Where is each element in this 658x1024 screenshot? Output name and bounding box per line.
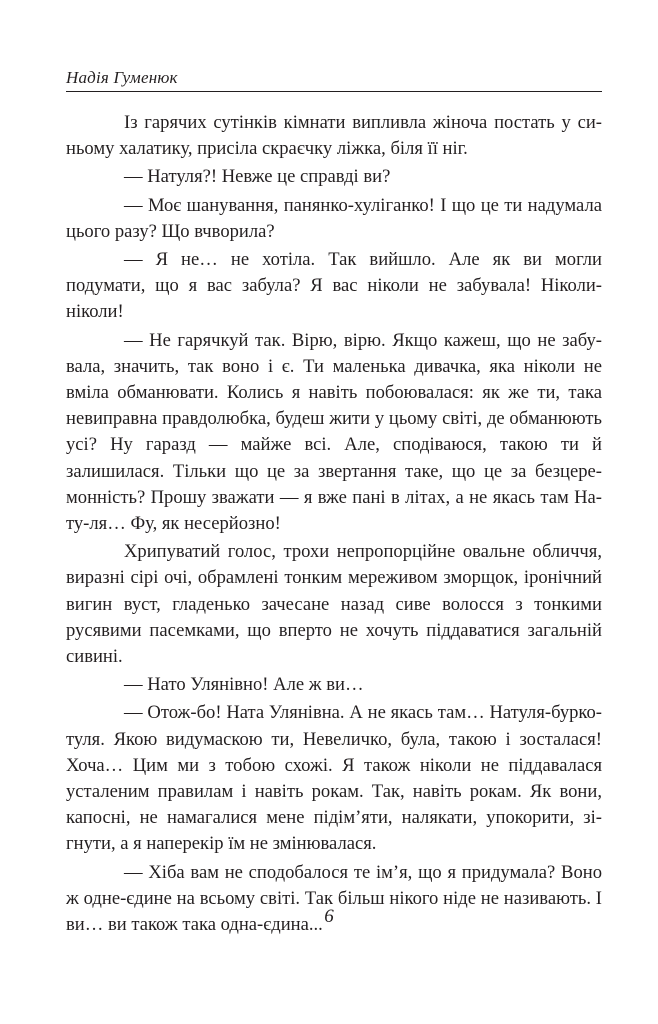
paragraph: — Натуля?! Невже це справді ви? — [124, 166, 391, 188]
header-rule — [66, 91, 602, 92]
paragraph: — Не гарячкуй так. Вірю, вірю. Якщо кажеш, що не забувала, значить, так воно і є. Ти маленька дивачка, яка ніколи не вміла обманювати. Колись я навіть побоювалася: як же ти, така невиправна правдолюбка, будеш жити у цьому світі, де обманюють усі? Ну гаразд — майже всі. Але, сподіваюся, такою ти й залишилася. Тільки що це за звертання таке, що це за безцеремонність? Прошу зважати — я вже пані в літах, а не якась там На-ту-ля… Фу, як несерйозно! — [66, 329, 602, 535]
page-number: 6 — [324, 906, 334, 927]
body-text — [66, 110, 602, 938]
paragraph: — Нато Улянівно! Але ж ви… — [124, 674, 364, 696]
running-head-author: Надія Гуменюк — [66, 68, 178, 87]
paragraph: Із гарячих сутінків кімнати випливла жіноча постать у синьому халатику, присіла скраєчку ліжка, біля її ніг. — [66, 112, 602, 160]
paragraph: — Я не… не хотіла. Так вийшло. Але як ви могли подумати, що я вас забула? Я вас ніколи не забувала! Ніколи-ніколи! — [66, 249, 602, 323]
paragraph: — Хіба вам не сподобалося те ім’я, що я придумала? Воно ж одне-єдине на всьому світі. Так більш нікого ніде не називають. І ви… ви також така одна-єдина... — [66, 861, 602, 936]
paragraph: — Отож-бо! Ната Улянівна. А не якась там… Натуля-буркотуля. Якою видумаскою ти, Невеличко, була, такою і зосталася! Хоча… Цим ми з тобою схожі. Я також ніколи не піддавалася усталеним правилам і навіть рокам. Так, навіть рокам. Як вони, капосні, не намагалися мене підім’яти, налякати, упокорити, зігнути, а я наперекір їм не змінювалася. — [66, 702, 602, 855]
paragraph: Хрипуватий голос, трохи непропорційне овальне обличчя, виразні сірі очі, обрамлені тонким мереживом зморщок, іронічний вигин вуст, гладенько зачесане назад сиве волосся з тонкими русявими пасемками, що вперто не хочуть піддаватися загальній сивині. — [66, 541, 602, 668]
paragraph: — Моє шанування, панянко-хуліганко! І що це ти надумала цього разу? Що вчворила? — [66, 194, 602, 242]
